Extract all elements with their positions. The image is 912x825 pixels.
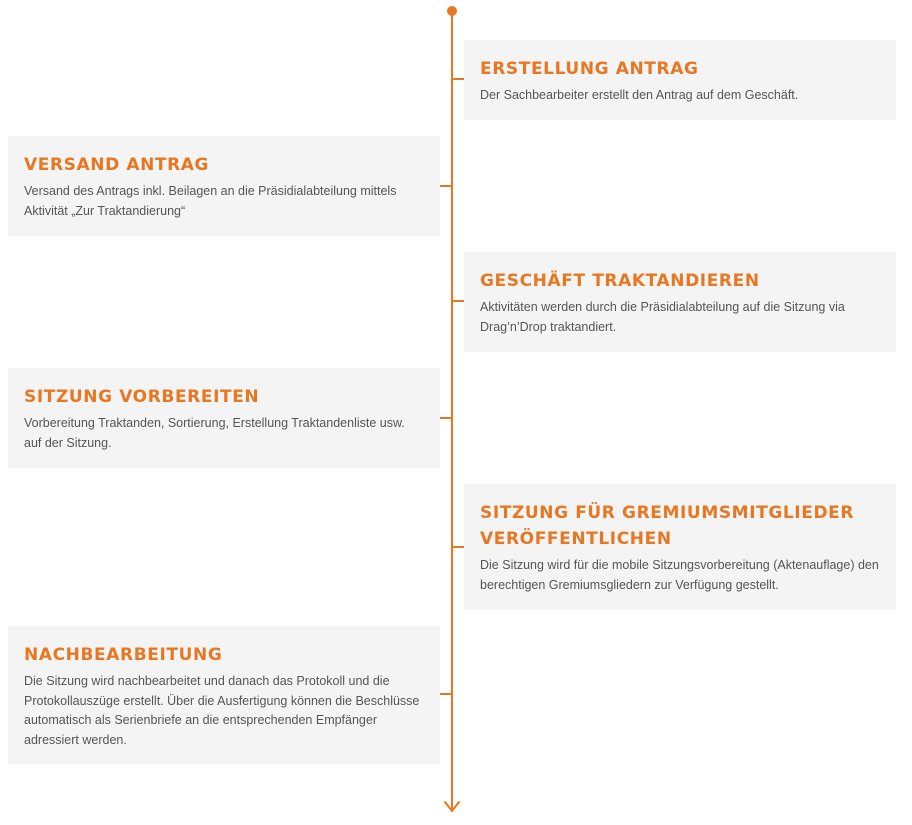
timeline-card-3 <box>464 252 896 352</box>
timeline-card-4 <box>8 368 440 468</box>
timeline-card-1 <box>464 40 896 120</box>
card-text: Der Sachbearbeiter erstellt den Antrag auf dem Geschäft. <box>480 88 799 102</box>
timeline-arrow-down-icon <box>443 799 461 815</box>
card-title: VERSAND ANTRAG <box>24 155 210 175</box>
card-text: Aktivitäten werden durch die Präsidialabteilung auf die Sitzung via Drag’n’Drop traktandiert. <box>480 300 845 334</box>
timeline-card-5 <box>464 484 896 610</box>
card-title: GESCHÄFT TRAKTANDIEREN <box>480 271 760 291</box>
card-text: Die Sitzung wird für die mobile Sitzungsvorbereitung (Aktenauflage) den berechtigen Gremiumsgliedern zur Verfügung gestellt. <box>480 558 879 592</box>
timeline-line <box>451 11 453 811</box>
card-title: SITZUNG FÜR GREMIUMSMITGLIEDER VERÖFFENTLICHEN <box>480 503 855 549</box>
card-text: Vorbereitung Traktanden, Sortierung, Erstellung Traktandenliste usw. auf der Sitzung. <box>24 416 405 450</box>
card-title: SITZUNG VORBEREITEN <box>24 387 260 407</box>
timeline-card-6 <box>8 626 440 764</box>
timeline-card-2 <box>8 136 440 236</box>
card-text: Versand des Antrags inkl. Beilagen an die Präsidialabteilung mittels Aktivität „Zur Traktandierung“ <box>24 184 397 218</box>
card-text: Die Sitzung wird nachbearbeitet und danach das Protokoll und die Protokollauszüge erstellt. Über die Ausfertigung können die Beschlüsse automatisch als Serienbriefe an die entsprechenden Empfänger adressiert werden. <box>24 674 420 747</box>
card-title: ERSTELLUNG ANTRAG <box>480 59 699 79</box>
card-title: NACHBEARBEITUNG <box>24 645 223 665</box>
